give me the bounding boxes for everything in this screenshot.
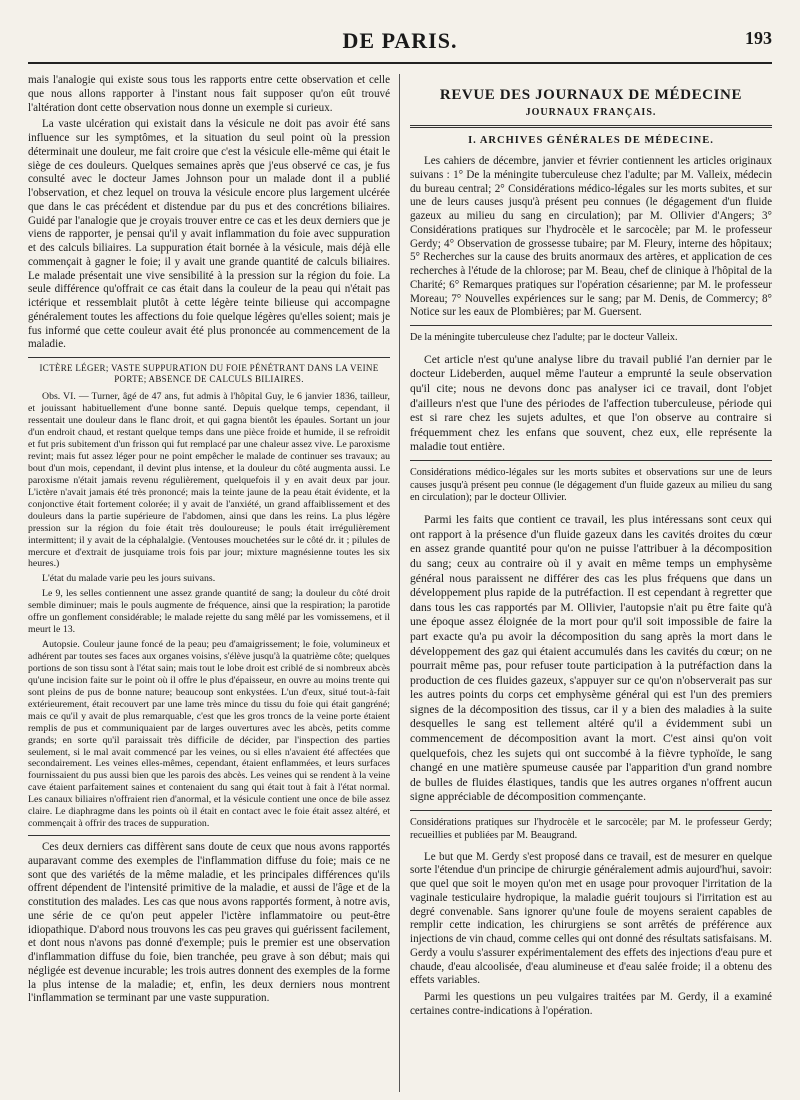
section-title: REVUE DES JOURNAUX DE MÉDECINE xyxy=(439,87,743,103)
page-header xyxy=(0,0,800,70)
paragraph: Les cahiers de décembre, janvier et février contiennent les articles originaux suivans : 1° De la méningite tuberculeuse chez l'adulte; par M. Valleix, médecin du bureau central; 2° Considérations médico-légales sur les morts subites, et sur une de leurs causes jusqu'à présent peu connues (le dégagement d'un fluide gazeux au milieu du sang en circulation); par M. Ollivier d'Angers; 3° Considérations pratiques sur l'hydrocèle et le sarcocèle; par M. le professeur Gerdy; 4° Observation de grossesse tubaire; par M. Fleury, interne des hôpitaux; 5° Recherches sur la cause des bruits anormaux des artères, et application de ces recherches à l'étude de la chlorose; par M. Beau, chef de clinique à l'hôpital de la Charité; 6° Remarques pratiques sur l'opération césarienne; par M. le professeur Moreau; 7° Nouvelles expériences sur le sang; par M. Denis, de Commercy; 8° Notice sur les eaux de Plombières; par M. Guersent. xyxy=(410,155,772,319)
article-body xyxy=(410,513,772,805)
running-title: DE PARIS. xyxy=(342,28,458,53)
paragraph: mais l'analogie qui existe sous tous les rapports entre cette observation et celle que nous allons rapporter à l'instant nous fait supposer qu'on eût trouvé l'altération dont cette observation nous donne un exemple si curieux. xyxy=(28,74,390,114)
paragraph: Le 9, les selles contiennent une assez grande quantité de sang; la douleur du côté droit semble diminuer; mais le pouls augmente de fréquence, ainsi que la respiration; la parotide offre un gonflement considérable; le malade rejette du sang mêlé par les vomissemens, et il meurt le 13. xyxy=(28,588,390,636)
case-heading: ICTÈRE LÉGER; VASTE SUPPURATION DU FOIE PÉNÉTRANT DANS LA VEINE PORTE; ABSENCE DE CALCULS BILIAIRES. xyxy=(39,363,379,385)
divider xyxy=(410,125,772,128)
paragraph: Cet article n'est qu'une analyse libre du travail publié l'an dernier par le docteur Lideberden, auquel même l'auteur a emprunté la seule observation qu'il cite; nous ne devons donc pas analyser ici ce travail, dont l'objet d'ailleurs n'est que l'une des périodes de l'affection tuberculeuse, période qui est si rare chez les sujets adultes, et que l'on observe au contraire si fréquemment chez les enfans que souvent, chez eux, elle représente la maladie tout entière. xyxy=(410,352,772,454)
divider xyxy=(410,810,772,811)
article-heading: Considérations médico-légales sur les morts subites et observations sur une de leurs causes jusqu'à présent peu connue (le dégagement d'un fluide gazeux au milieu du sang en circulation); par le docteur Ollivier. xyxy=(410,466,772,504)
column-divider xyxy=(399,74,400,1092)
divider xyxy=(410,460,772,461)
left-column xyxy=(28,74,390,1092)
article-body xyxy=(410,353,772,455)
paragraph: Le but que M. Gerdy s'est proposé dans ce travail, est de mesurer en quelque sorte l'étendue d'un principe de chirurgie généralement admis aujourd'hui, savoir: que quel que soit le moyen qu'on met en usage pour provoquer l'irritation de la vaginale testiculaire hydropique, la maladie guérit toujours si l'irritation est au degré convenable. Sans ignorer qu'une foule de moyens seraient capables de remplir cette indication, les chirurgiens se sont arrêtés de préférence aux injections de vin chaud, comme celles qui ont donné des résultats satisfaisans. M. Gerdy a voulu s'assurer expérimentalement des effets des injections d'eau pure et chaude, d'eau alcoolisée, d'eau alumineuse et d'eau salée froide; il a obtenu des effets variables. xyxy=(410,850,772,987)
journal-title: I. ARCHIVES GÉNÉRALES DE MÉDECINE. xyxy=(468,134,714,146)
paragraph: Parmi les faits que contient ce travail, les plus intéressans sont ceux qui ont rapport à la présence d'un fluide gazeux dans les cavités droites du cœur en assez grande quantité pour qu'on ne puisse l'attribuer à la décomposition du sang; ceux au contraire où il y avait en même temps un emphysème général nous paraissent ne différer des cas les plus fréquens que dans un développement plus rapide de la putréfaction. Il est cependant à regretter que dans tous les cas rapportés par M. Ollivier, l'autopsie n'ait pu être faite qu'à une époque assez éloignée de la mort pour qu'il soit impossible de faire la part exacte qu'a pu avoir la décomposition du sang après la mort dans le développement des gaz qui étaient accumulés dans les cavités du cœur; on ne pourrait même pas, pour refuser toute participation à la putréfaction dans la production de ces fluides gazeux, s'appuyer sur ce qu'on n'observerait pas sur les autres points du corps cet emphysème général qui est l'un des premiers signes de la décomposition des tissus, car il y a bien des maladies à la suite desquelles le sang est tellement altéré qu'il a évidemment subi un commencement de décomposition avant la mort. C'est ainsi qu'on voit quelquefois, chez les sujets qui ont succombé à la fièvre typhoïde, le sang changé en une matière spumeuse causée par l'apparition d'un grand nombre de bulles de fluides élastiques, tandis que les autres organes n'offrent aucun signe appréciable de décomposition commençante. xyxy=(410,513,772,804)
article-heading: Considérations pratiques sur l'hydrocèle et le sarcocèle; par M. le professeur Gerdy; recueillies et publiées par M. Beaugrand. xyxy=(410,817,772,841)
case-observation xyxy=(28,391,390,830)
header-rule xyxy=(28,62,772,64)
page-number: 193 xyxy=(745,28,772,48)
divider xyxy=(28,835,390,836)
article-heading: De la méningite tuberculeuse chez l'adulte; par le docteur Valleix. xyxy=(410,332,678,343)
paragraph: Ces deux derniers cas diffèrent sans doute de ceux que nous avons rapportés auparavant comme des exemples de l'inflammation diffuse du foie; mais ce ne sont que des variétés de la même maladie, et les principales différences qu'ils offrent dépendent de l'intensité primitive de la maladie, et aussi de l'âge et de la constitution des malades. Les cas que nous avons rapportés forment, à notre avis, une série de ce qu'on peut appeler l'ictère inflammatoire ou peut-être idiopathique. D'abord nous trouvons les cas peu graves qui guérissent facilement, et dont nous n'avons pas donné d'exemple; puis le premier est une observation d'inflammation diffuse du foie, bien tranchée, peu grave à son début; mais qui négligée est devenue incurable; les trois autres donnent des exemples de la forme la plus intense de la maladie; et, enfin, les deux derniers nous montrent l'inflammation se terminant par une vaste suppuration. xyxy=(28,841,390,1005)
divider xyxy=(28,357,390,358)
paragraph: L'état du malade varie peu les jours suivans. xyxy=(42,573,216,585)
section-subtitle: JOURNAUX FRANÇAIS. xyxy=(525,106,657,118)
paragraph: Autopsie. Couleur jaune foncé de la peau; peu d'amaigrissement; le foie, volumineux et adhérent par toutes ses faces aux organes voisins, s'élève jusqu'à la quatrième côte; quelques portions de son tissu sont à l'état sain; mais tout le lobe droit est criblé de si nombreux abcès qu'une incision faite sur le point où il offre le plus d'épaisseur, en ouvre au moins trente qui sont pleins de pus de bonne nature; beaucoup sont enkystées. L'un d'eux, situé tout-à-fait extérieurement, était recouvert par une lame très mince du tissu du foie qui était gangréné; mais ce qu'il y avait de plus remarquable, c'est que les gros troncs de la veine porte étaient remplis de pus et communiquaient par de larges ouvertures avec les abcès, petits comme grands; en sorte qu'il paraissait très difficile de décider, par l'inspection des parties seulement, si le mal avait commencé par les veines, ou si elles n'avaient été affectées que secondairement. Les veines elles-mêmes, cependant, étaient enflammées, et leurs surfaces fournissaient du pus aussi bien que les parois des abcès. Les veines qui se rendent à la veine cave étaient parfaitement saines et contenaient du sang qui était tout à fait à l'état normal. Les canaux biliaires n'offraient rien d'anormal, et la vésicule contient une once de bile assez claire. Le diaphragme dans les points où il était en contact avec le foie était assez altéré, et commençait à offrir des traces de suppuration. xyxy=(28,639,390,830)
divider xyxy=(410,325,772,326)
paragraph: Parmi les questions un peu vulgaires traitées par M. Gerdy, il a examiné certaines contre-indications à l'opération. xyxy=(410,991,772,1017)
paragraph: La vaste ulcération qui existait dans la vésicule ne doit pas avoir été sans influence sur les symptômes, et la situation du seul point où la pression déterminait une douleur, me fait croire que c'est la vésicule elle-même qui était le siège de ces douleurs. Quelques semaines après que j'eus observé ce cas, je fus consulté avec le docteur James Johnson pour un malade dont il a publié l'observation, et chez lequel on trouva la vésicule encore plus largement ulcérée que dans le cas précédent et distendue par du pus et des concrétions biliaires. Guidé par l'analogie que je croyais trouver entre ce cas et les deux derniers que je viens de rapporter, je pensai qu'il y avait inflammation du foie avec suppuration et des calculs biliaires. La suppuration était bornée à la vésicule, mais déjà elle commençait à gagner le foie; il y avait une grande quantité de calculs biliaires. Le malade présentait une vive sensibilité à la pression sur la région du foie. La seule différence qu'offrait ce cas était dans la couleur de la peau qui n'était pas ictérique et ressemblait plutôt à cette légère teinte bilieuse qui accompagne généralement toutes les affections du foie quelque légères qu'elles soient; mais je fus informé que cette couleur avait été plus prononcée au commencement de la maladie. xyxy=(28,118,390,351)
article-body xyxy=(410,851,772,1019)
right-column xyxy=(410,74,772,1092)
paragraph: Obs. VI. — Turner, âgé de 47 ans, fut admis à l'hôpital Guy, le 6 janvier 1836, tailleur, et jouissant habituellement d'une bonne santé. Depuis quelque temps, cependant, il ressentait une douleur dans le flanc droit, et qui gagna bientôt les épaules. Sortant un jour d'un endroit chaud, et restant quelque temps dans une pièce froide et humide, il se refroidit et fut pris subitement d'un frisson qui fut remplacé par une chaleur assez vive. Le paroxisme revint; mais fut assez léger pour ne point empêcher le malade de continuer ses travaux; au bout d'un mois, cependant, il devint plus intense, et la douleur du côté augmenta aussi. Le paroxisme n'était jamais revenu régulièrement, quelquefois il y en avait deux par jour. L'ictère n'avait jamais été très prononcé; mais la teinte jaune de la peau était évidente, et la conjonctive était fortement colorée; il y avait de l'anxiété, un grand affaiblissement et des douleurs dans la partie supérieure de l'abdomen, ainsi que dans les reins. La plus légère pression sur la région du foie était très douloureuse; le pouls était irrégulièrement intermittent; il y avait de la céphalalgie. (Ventouses mouchetées sur le côté dr. it ; pilules de mercure et d'extrait de jusquiame trois fois par jour; mixture magnésienne toutes les six heures.) xyxy=(28,391,390,570)
